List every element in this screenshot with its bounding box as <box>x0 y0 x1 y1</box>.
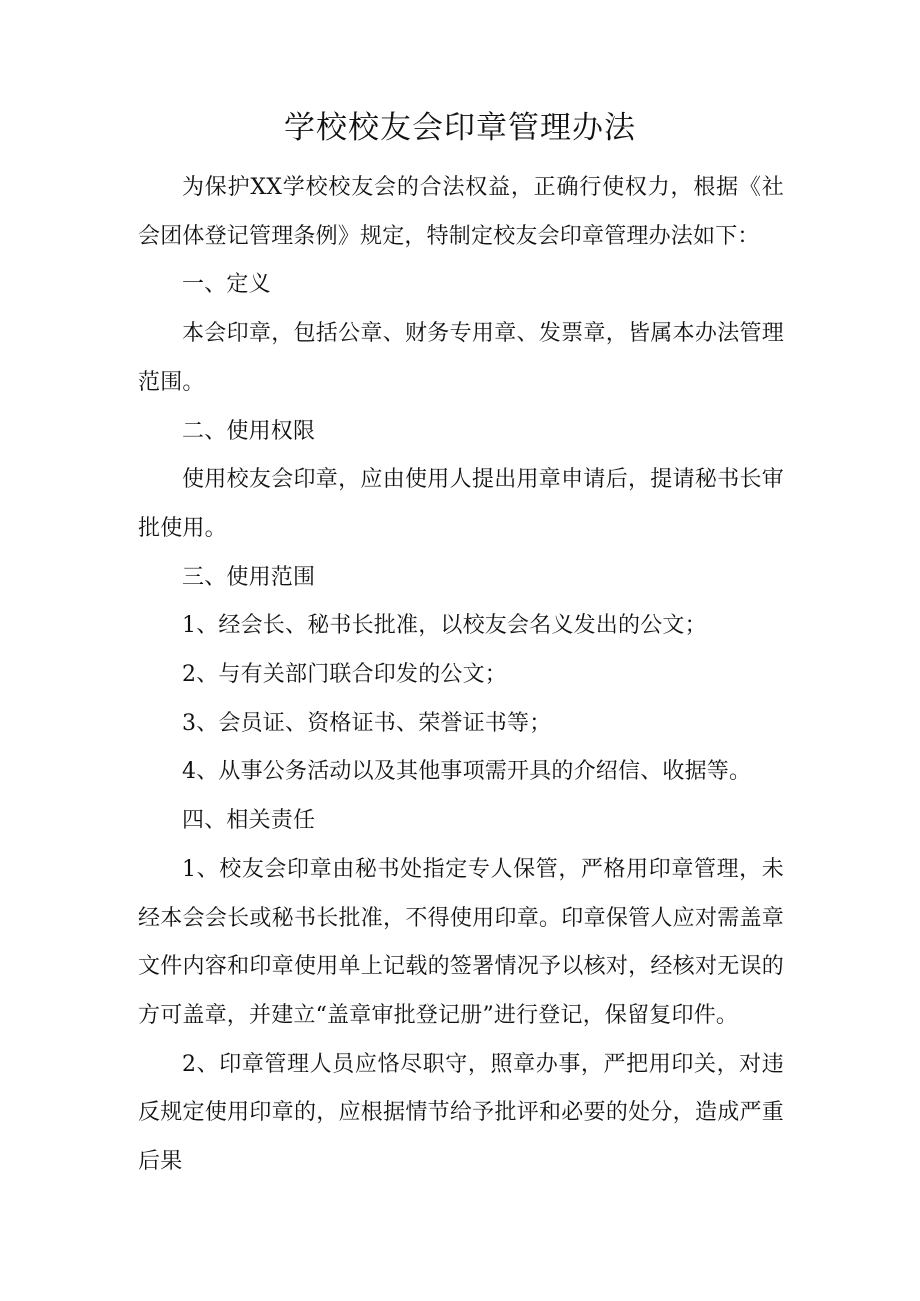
section-heading-permission: 二、使用权限 <box>182 418 316 444</box>
intro-paragraph: 为保护XX学校校友会的合法权益，正确行使权力，根据《社会团体登记管理条例》规定，特制定校友会印章管理办法如下： <box>138 175 784 249</box>
document-title: 学校校友会印章管理办法 <box>284 110 636 146</box>
definition-paragraph: 本会印章，包括公章、财务专用章、发票章，皆属本办法管理范围。 <box>138 321 784 395</box>
scope-item: 2、与有关部门联合印发的公文； <box>182 662 507 688</box>
responsibility-paragraph: 2、印章管理人员应恪尽职守，照章办事，严把用印关，对违反规定使用印章的，应根据情节给予批评和必要的处分，造成严重后果 <box>138 1051 784 1175</box>
scope-item: 4、从事公务活动以及其他事项需开具的介绍信、收据等。 <box>182 759 752 785</box>
document-body <box>138 164 784 1187</box>
section-heading-scope: 三、使用范围 <box>182 564 316 590</box>
scope-item: 3、会员证、资格证书、荣誉证书等； <box>182 710 552 736</box>
section-heading-responsibility: 四、相关责任 <box>182 808 316 834</box>
scope-item: 1、经会长、秘书长批准，以校友会名义发出的公文； <box>182 613 707 639</box>
section-heading-definition: 一、定义 <box>182 272 271 298</box>
permission-paragraph: 使用校友会印章，应由使用人提出用章申请后，提请秘书长审批使用。 <box>138 467 784 541</box>
responsibility-paragraph: 1、校友会印章由秘书处指定专人保管，严格用印章管理，未经本会会长或秘书长批准，不得使用印章。印章保管人应对需盖章文件内容和印章使用单上记载的签署情况予以核对，经核对无误的方可盖章，并建立“盖章审批登记册”进行登记，保留复印件。 <box>138 856 784 1028</box>
